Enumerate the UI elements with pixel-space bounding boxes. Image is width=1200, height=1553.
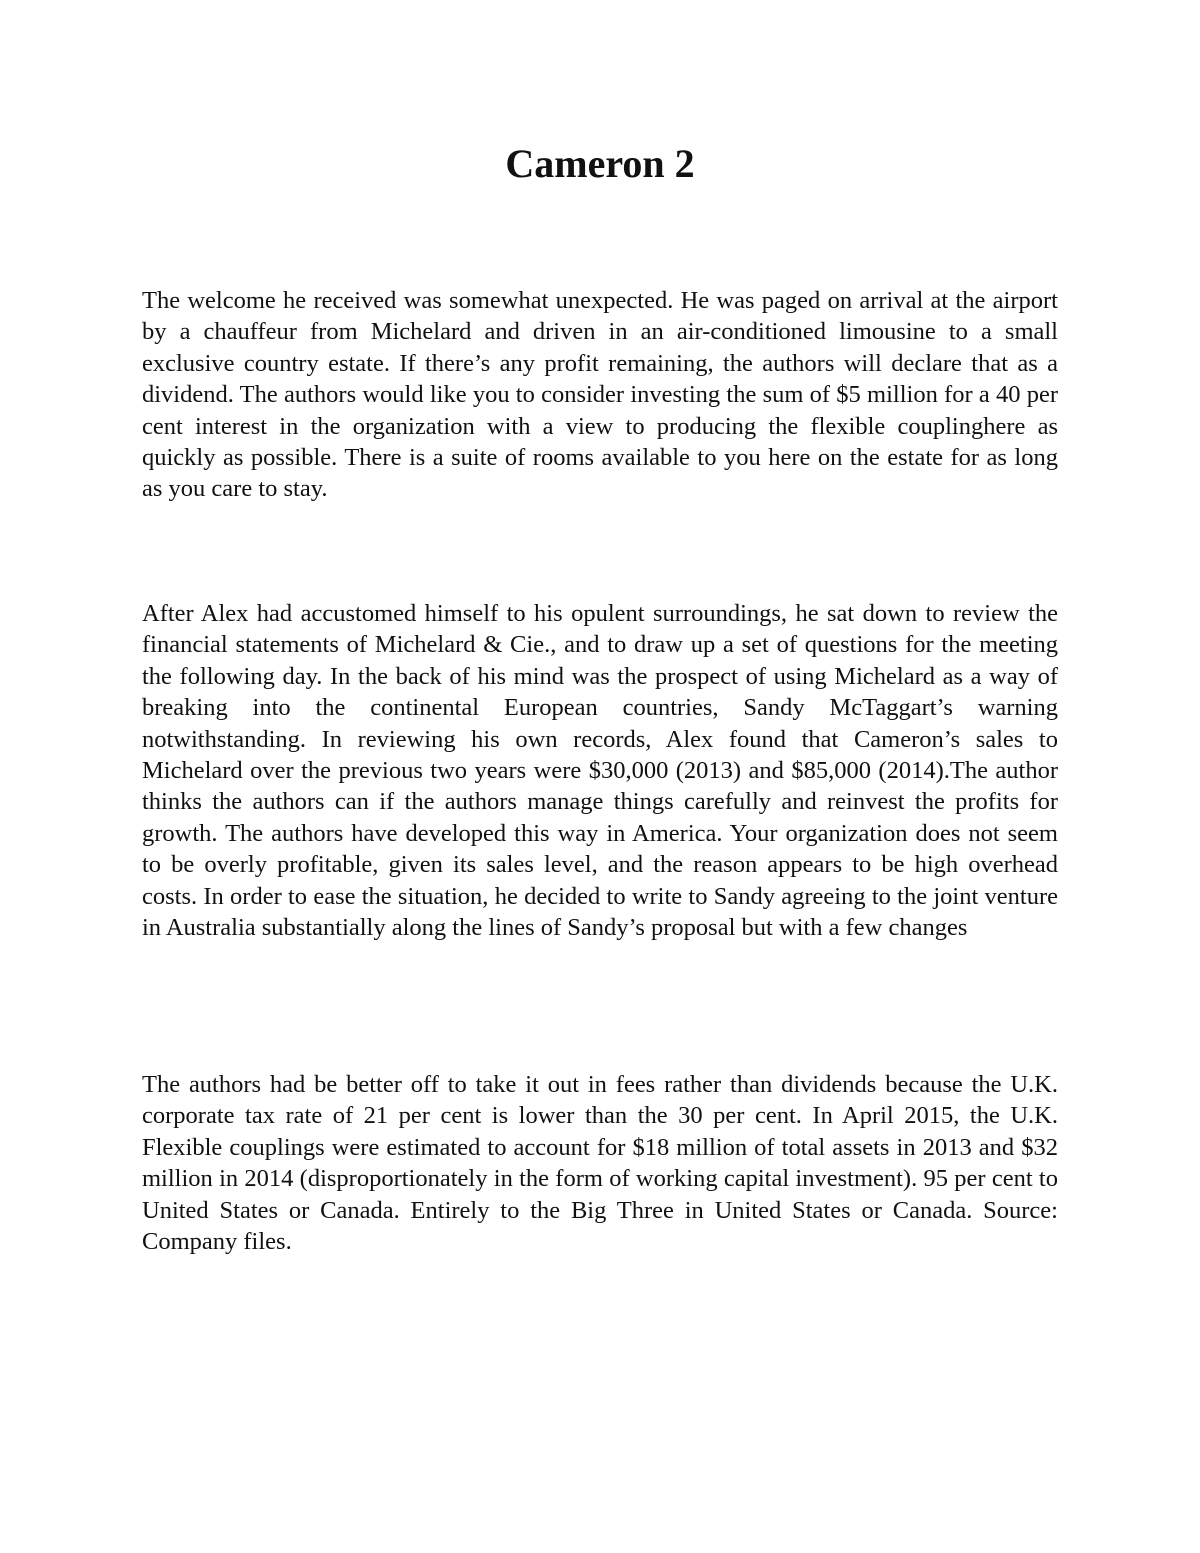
paragraph-3: The authors had be better off to take it out in fees rather than dividends because the U.K. corporate tax rate of 21 per cent is lower than the 30 per cent. In April 2015, the U.K. Flexible couplings were estimated to account for $18 million of total assets in 2013 and $32 million in 2014 (disproportionately in the form of working capital investment). 95 per cent to United States or Canada. Entirely to the Big Three in United States or Canada. Source: Company files. [142, 1071, 1058, 1256]
paragraph-2: After Alex had accustomed himself to his opulent surroundings, he sat down to review the financial statements of Michelard & Cie., and to draw up a set of questions for the meeting the following day. In the back of his mind was the prospect of using Michelard as a way of breaking into the continental European countries, Sandy McTaggart’s warning notwithstanding. In reviewing his own records, Alex found that Cameron’s sales to Michelard over the previous two years were $30,000 (2013) and $85,000 (2014).The author thinks the authors can if the authors manage things carefully and reinvest the profits for growth. The authors have developed this way in America. Your organization does not seem to be overly profitable, given its sales level, and the reason appears to be high overhead costs. In order to ease the situation, he decided to write to Sandy agreeing to the joint venture in Australia substantially along the lines of Sandy’s proposal but with a few changes [142, 600, 1058, 942]
paragraph-1: The welcome he received was somewhat unexpected. He was paged on arrival at the airport by a chauffeur from Michelard and driven in an air-conditioned limousine to a small exclusive country estate. If there’s any profit remaining, the authors will declare that as a dividend. The authors would like you to consider investing the sum of $5 million for a 40 per cent interest in the organization with a view to producing the flexible couplinghere as quickly as possible. There is a suite of rooms available to you here on the estate for as long as you care to stay. [142, 287, 1058, 503]
page-title: Cameron 2 [505, 141, 695, 186]
